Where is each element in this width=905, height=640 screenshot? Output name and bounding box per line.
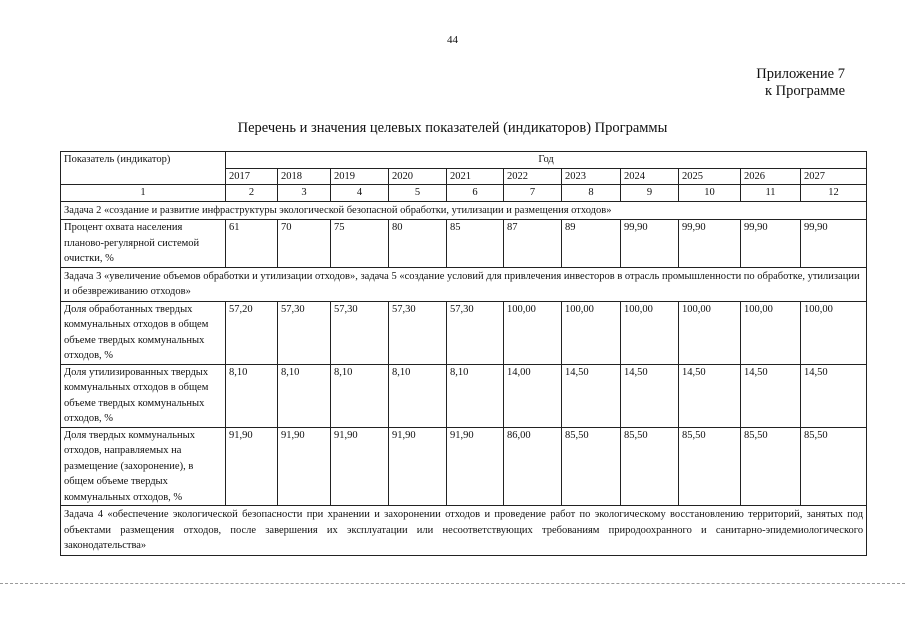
indicator-name: Процент охвата населения планово-регулярной системой очистки, %	[61, 220, 226, 268]
task-row	[61, 506, 867, 556]
year-cell: 2020	[389, 168, 447, 185]
value-cell: 100,00	[504, 301, 562, 364]
indicator-name: Доля обработанных твердых коммунальных отходов в общем объеме твердых коммунальных отходов, %	[61, 301, 226, 364]
table-row	[61, 427, 867, 506]
column-number: 1	[61, 185, 226, 202]
column-number: 7	[504, 185, 562, 202]
value-cell: 75	[331, 220, 389, 268]
year-cell: 2027	[801, 168, 867, 185]
value-cell: 100,00	[801, 301, 867, 364]
table-row	[61, 364, 867, 427]
appendix-line-2: к Программе	[764, 83, 845, 99]
value-cell: 99,90	[621, 220, 679, 268]
value-cell: 85,50	[741, 427, 801, 506]
year-cell: 2017	[226, 168, 278, 185]
value-cell: 99,90	[679, 220, 741, 268]
task-3-5-title: Задача 3 «увеличение объемов обработки и утилизации отходов», задача 5 «создание условий для привлечения инвесторов в отрасль промышленности по обработке, утилизации и обезвреживанию отходов»	[61, 267, 867, 301]
column-number: 6	[447, 185, 504, 202]
header-row	[61, 152, 867, 169]
value-cell: 61	[226, 220, 278, 268]
value-cell: 86,00	[504, 427, 562, 506]
column-number: 4	[331, 185, 389, 202]
value-cell: 8,10	[389, 364, 447, 427]
task-row	[61, 267, 867, 301]
value-cell: 14,50	[679, 364, 741, 427]
value-cell: 14,50	[621, 364, 679, 427]
page-number: 44	[447, 34, 458, 46]
task-4-title: Задача 4 «обеспечение экологической безопасности при хранении и захоронении отходов и проведение работ по экологическому восстановлению территорий, занятых под объектами размещения отходов, после завершения их эксплуатации или несоответствующих требованиям природоохранного и санитарно-эпидемиологического законодательства»	[61, 506, 867, 556]
indicators-table	[60, 151, 867, 556]
column-number: 2	[226, 185, 278, 202]
value-cell: 14,50	[562, 364, 621, 427]
value-cell: 100,00	[741, 301, 801, 364]
page-cut-line	[0, 583, 905, 584]
appendix-line-1: Приложение 7	[756, 66, 845, 82]
value-cell: 8,10	[331, 364, 389, 427]
value-cell: 14,50	[801, 364, 867, 427]
column-number: 10	[679, 185, 741, 202]
column-number: 11	[741, 185, 801, 202]
value-cell: 99,90	[801, 220, 867, 268]
year-cell: 2024	[621, 168, 679, 185]
indicator-name: Доля твердых коммунальных отходов, направляемых на размещение (захоронение), в общем объеме твердых коммунальных отходов, %	[61, 427, 226, 506]
task-2-title: Задача 2 «создание и развитие инфраструктуры экологической безопасной обработки, утилизации и размещения отходов»	[61, 201, 867, 220]
value-cell: 91,90	[278, 427, 331, 506]
value-cell: 100,00	[562, 301, 621, 364]
value-cell: 85,50	[562, 427, 621, 506]
value-cell: 57,30	[278, 301, 331, 364]
value-cell: 91,90	[389, 427, 447, 506]
value-cell: 14,50	[741, 364, 801, 427]
indicator-name: Доля утилизированных твердых коммунальных отходов в общем объеме твердых коммунальных отходов, %	[61, 364, 226, 427]
column-number: 12	[801, 185, 867, 202]
indicator-header: Показатель (индикатор)	[61, 152, 226, 185]
year-cell: 2022	[504, 168, 562, 185]
value-cell: 57,20	[226, 301, 278, 364]
value-cell: 70	[278, 220, 331, 268]
column-numbers-row	[61, 185, 867, 202]
value-cell: 85,50	[801, 427, 867, 506]
year-header: Год	[226, 152, 867, 169]
value-cell: 85,50	[679, 427, 741, 506]
table-row	[61, 301, 867, 364]
value-cell: 8,10	[447, 364, 504, 427]
value-cell: 8,10	[226, 364, 278, 427]
value-cell: 85	[447, 220, 504, 268]
value-cell: 57,30	[447, 301, 504, 364]
value-cell: 57,30	[331, 301, 389, 364]
column-number: 8	[562, 185, 621, 202]
value-cell: 91,90	[447, 427, 504, 506]
value-cell: 99,90	[741, 220, 801, 268]
appendix-label	[756, 66, 845, 100]
value-cell: 100,00	[621, 301, 679, 364]
year-cell: 2021	[447, 168, 504, 185]
value-cell: 100,00	[679, 301, 741, 364]
value-cell: 8,10	[278, 364, 331, 427]
year-cell: 2025	[679, 168, 741, 185]
year-cell: 2019	[331, 168, 389, 185]
column-number: 3	[278, 185, 331, 202]
task-row	[61, 201, 867, 220]
year-cell: 2018	[278, 168, 331, 185]
column-number: 9	[621, 185, 679, 202]
value-cell: 89	[562, 220, 621, 268]
value-cell: 91,90	[331, 427, 389, 506]
document-title: Перечень и значения целевых показателей (индикаторов) Программы	[237, 120, 668, 136]
value-cell: 14,00	[504, 364, 562, 427]
value-cell: 57,30	[389, 301, 447, 364]
year-cell: 2023	[562, 168, 621, 185]
value-cell: 85,50	[621, 427, 679, 506]
table-row	[61, 220, 867, 268]
value-cell: 80	[389, 220, 447, 268]
value-cell: 91,90	[226, 427, 278, 506]
value-cell: 87	[504, 220, 562, 268]
year-cell: 2026	[741, 168, 801, 185]
column-number: 5	[389, 185, 447, 202]
